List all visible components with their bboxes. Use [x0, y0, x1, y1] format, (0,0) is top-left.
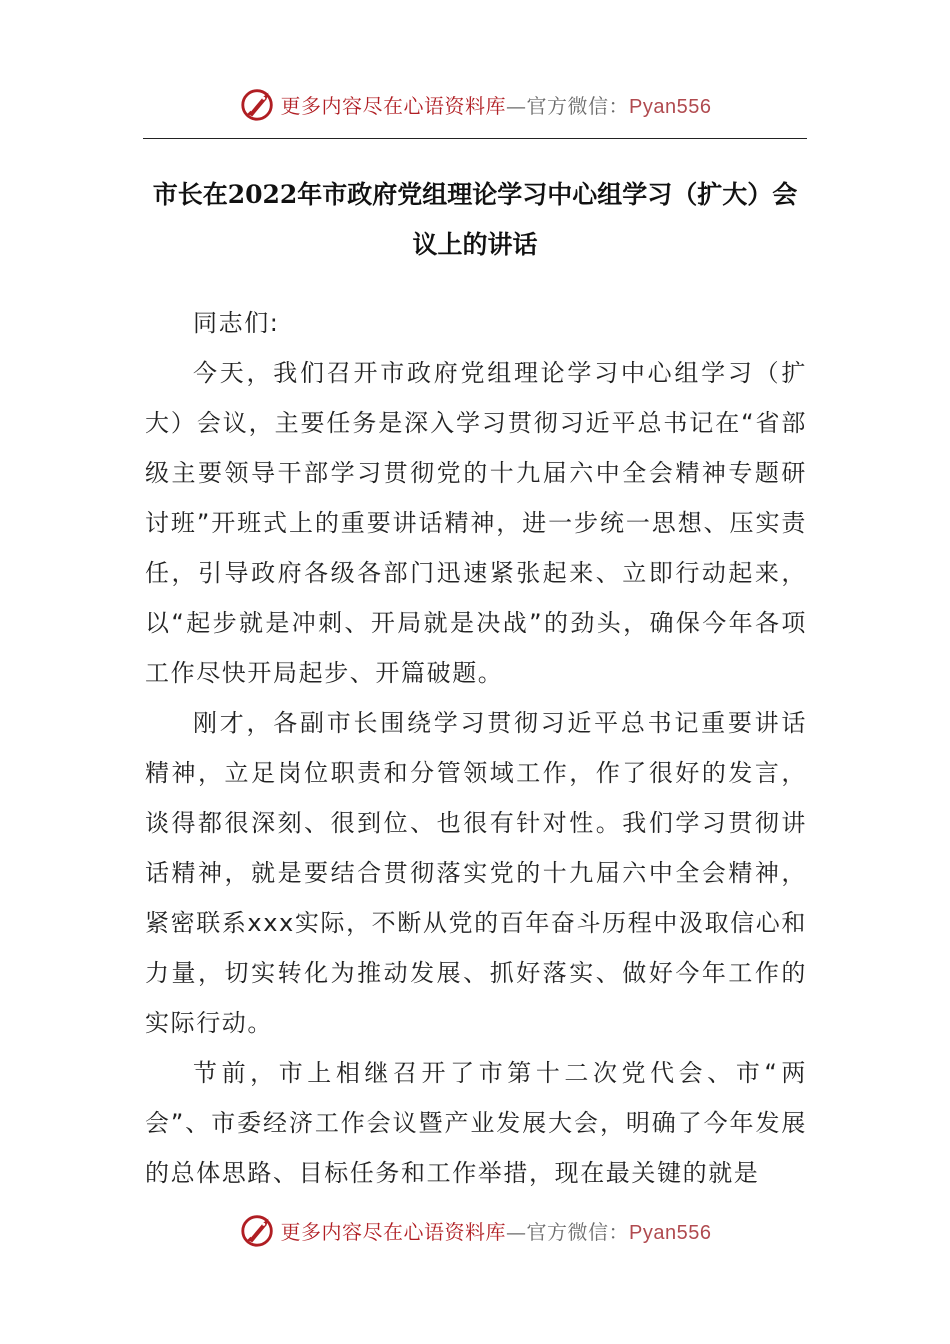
paragraph: 今天，我们召开市政府党组理论学习中心组学习（扩大）会议，主要任务是深入学习贯彻习近平总书记在“省部级主要领导干部学习贯彻党的十九届六中全会精神专题研讨班”开班式上的重要讲话精神，进一步统一思想、压实责任，引导政府各级各部门迅速紧张起来、立即行动起来，以“起步就是冲刺、开局就是决战”的劲头，确保今年各项工作尽快开局起步、开篇破题。	[145, 359, 807, 687]
watermark-wechat: Pyan556	[629, 95, 712, 118]
watermark-main: 更多内容尽在心语资料库	[280, 93, 507, 118]
watermark-official: 官方微信：	[526, 1219, 630, 1244]
watermark-wechat: Pyan556	[629, 1221, 712, 1244]
document-body	[145, 298, 807, 1198]
paragraph: 节前，市上相继召开了市第十二次党代会、市“两会”、市委经济工作会议暨产业发展大会，明确了今年发展的总体思路、目标任务和工作举措，现在最关键的就是	[145, 1059, 807, 1187]
document-title: 市长在2022年市政府党组理论学习中心组学习（扩大）会议上的讲话	[152, 180, 798, 259]
header-divider	[143, 138, 807, 139]
watermark-main: 更多内容尽在心语资料库	[280, 1219, 507, 1244]
paragraph: 同志们:	[193, 309, 280, 337]
watermark-dash: —	[506, 93, 527, 118]
paragraph: 刚才，各副市长围绕学习贯彻习近平总书记重要讲话精神，立足岗位职责和分管领域工作，作了很好的发言，谈得都很深刻、很到位、也很有针对性。我们学习贯彻讲话精神，就是要结合贯彻落实党的十九届六中全会精神，紧密联系xxx实际，不断从党的百年奋斗历程中汲取信心和力量，切实转化为推动发展、抓好落实、做好今年工作的实际行动。	[145, 709, 807, 1037]
watermark-dash: —	[506, 1219, 527, 1244]
pen-nib-circle-icon	[239, 85, 277, 123]
watermark-official: 官方微信：	[526, 93, 630, 118]
watermark-text	[281, 90, 712, 119]
watermark-text	[281, 1216, 712, 1245]
pen-nib-circle-icon	[239, 1211, 277, 1249]
header-watermark	[0, 84, 950, 124]
footer-watermark	[0, 1210, 950, 1250]
